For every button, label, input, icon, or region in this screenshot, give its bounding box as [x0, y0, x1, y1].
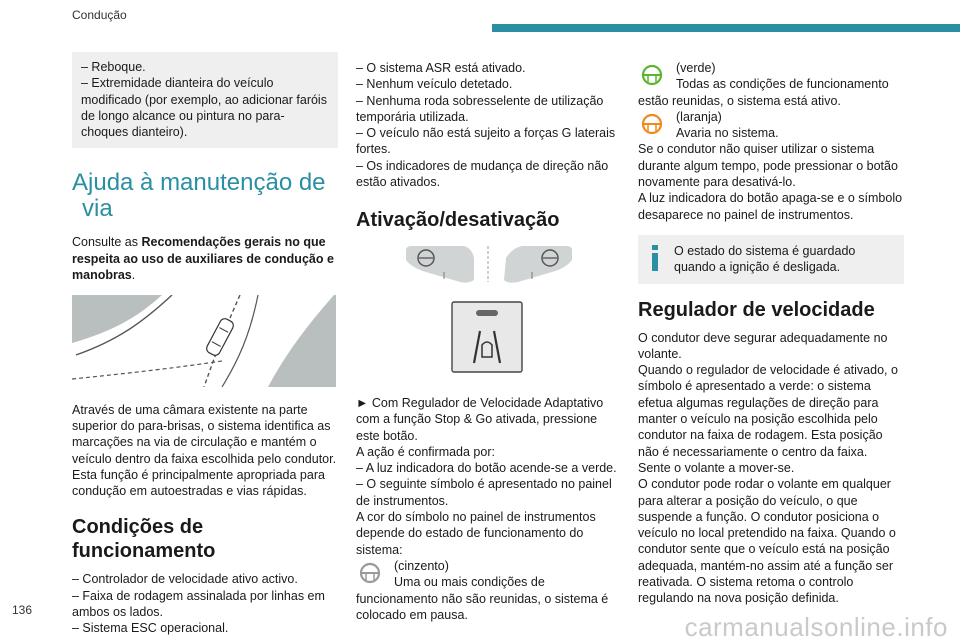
color-intro: A cor do símbolo no painel de instrumentos depende do estado de funcionamento do sistema:: [356, 510, 596, 557]
info-text: O estado do sistema é guardado quando a ignição é desligada.: [674, 243, 856, 275]
column-1: [72, 52, 338, 637]
speed-paragraph: Sente o volante a mover-se.: [638, 460, 795, 475]
header-accent-bar: [492, 24, 960, 32]
title-line-2: via: [82, 195, 113, 223]
speed-paragraph: Quando o regulador de velocidade é ativado, o símbolo é apresentado a verde: o sistema efetua algumas regulações de direção para manter o veículo na posição escolhida pelo condutor na faixa de rodagem. Esta posição não é necessariamente o centro da faixa.: [638, 363, 898, 459]
note-box: [72, 52, 338, 148]
column-2: [356, 60, 622, 623]
condition-item: – O veículo não está sujeito a forças G laterais fortes.: [356, 126, 616, 157]
grey-steering-symbol-icon: [356, 562, 384, 584]
page-number: 136: [12, 603, 33, 617]
green-description: Todas as condições de funcionamento: [676, 77, 889, 92]
confirmation-item: – O seguinte símbolo é apresentado no painel de instrumentos.: [356, 477, 612, 508]
lane-keeping-button-icon: [356, 301, 620, 379]
green-status: [638, 60, 904, 109]
speed-paragraph: O condutor deve segurar adequadamente no volante.: [638, 330, 888, 361]
grey-label: (cinzento): [394, 558, 449, 573]
title-line-1: Ajuda à manutenção de: [72, 169, 326, 197]
section-label: Condução: [72, 8, 127, 22]
speed-paragraph: O condutor pode rodar o volante em qualquer para alterar a posição do veículo, o que suspende a função. O condutor posiciona o veículo no local pretendido na faixa. Quando o condutor sente que o veículo está na posição adequada, mantém-no assim até a função ser reativada. O sistema retoma o controlo regulando na nova posição definida.: [638, 477, 896, 606]
condition-item: – Nenhum veículo detetado.: [356, 77, 513, 92]
info-box: [638, 235, 904, 284]
conditions-title: Condições de funcionamento: [72, 516, 216, 563]
condition-item: – O sistema ASR está ativado.: [356, 61, 526, 75]
green-steering-symbol-icon: [638, 64, 666, 86]
grey-description: Uma ou mais condições de: [394, 575, 545, 590]
confirmation-intro: A ação é confirmada por:: [356, 444, 495, 459]
orange-label: (laranja): [676, 109, 722, 124]
column-3: [638, 60, 904, 607]
activation-title: Ativação/desativação: [356, 209, 560, 232]
lane-keeping-title: [72, 170, 338, 222]
consult-prefix: Consulte as: [72, 235, 142, 250]
consult-paragraph: [72, 234, 338, 283]
condition-item: – Faixa de rodagem assinalada por linhas em ambos os lados.: [72, 588, 325, 620]
activation-instruction: ► Com Regulador de Velocidade Adaptativo com a função Stop & Go ativada, pressione este botão.: [356, 395, 604, 443]
confirmation-item: – A luz indicadora do botão acende-se a verde.: [356, 461, 617, 476]
watermark: carmanualsonline.info: [684, 612, 948, 640]
orange-steering-symbol-icon: [638, 113, 666, 135]
deactivation-paragraph: Se o condutor não quiser utilizar o sistema durante algum tempo, pode pressionar o botão novamente para desativá-lo.: [638, 142, 898, 190]
lane-keeping-road-illustration: [72, 295, 336, 387]
consult-suffix: .: [131, 268, 136, 283]
speed-regulator-title: Regulador de velocidade: [638, 298, 875, 321]
orange-status: [638, 109, 904, 142]
consult-link-text: Recomendações gerais no que respeita ao uso de auxiliares de condução e manobras: [72, 235, 334, 283]
green-description-cont: estão reunidas, o sistema está ativo.: [638, 93, 841, 108]
info-icon: [648, 245, 662, 271]
condition-item: – Controlador de velocidade ativo activo.: [72, 572, 298, 587]
condition-item: – Nenhuma roda sobresselente de utilização temporária utilizada.: [356, 93, 604, 124]
green-label: (verde): [676, 61, 716, 75]
light-off-paragraph: A luz indicadora do botão apaga-se e o símbolo desaparece no painel de instrumentos.: [638, 191, 903, 222]
note-line: – Extremidade dianteira do veículo modificado (por exemplo, ao adicionar faróis de longo alcance ou pintura no para-choques dianteiro).: [81, 76, 327, 140]
note-line: – Reboque.: [81, 60, 146, 74]
grey-description-cont: funcionamento não são reunidas, o sistema é colocado em pausa.: [356, 591, 609, 622]
condition-item: – Sistema ESC operacional.: [72, 621, 229, 636]
orange-description: Avaria no sistema.: [676, 126, 779, 141]
camera-description: Através de uma câmara existente na parte superior do para-brisas, o sistema identifica as marcações na via de circulação e mantém o veículo dentro da faixa escolhida pelo condutor. Esta função é principalmente apropriada para condução em autoestradas e vias rápidas.: [72, 402, 337, 499]
steering-wheel-controls-icon: [356, 244, 620, 286]
condition-item: – Os indicadores de mudança de direção não estão ativados.: [356, 158, 609, 190]
grey-status: [356, 558, 622, 623]
